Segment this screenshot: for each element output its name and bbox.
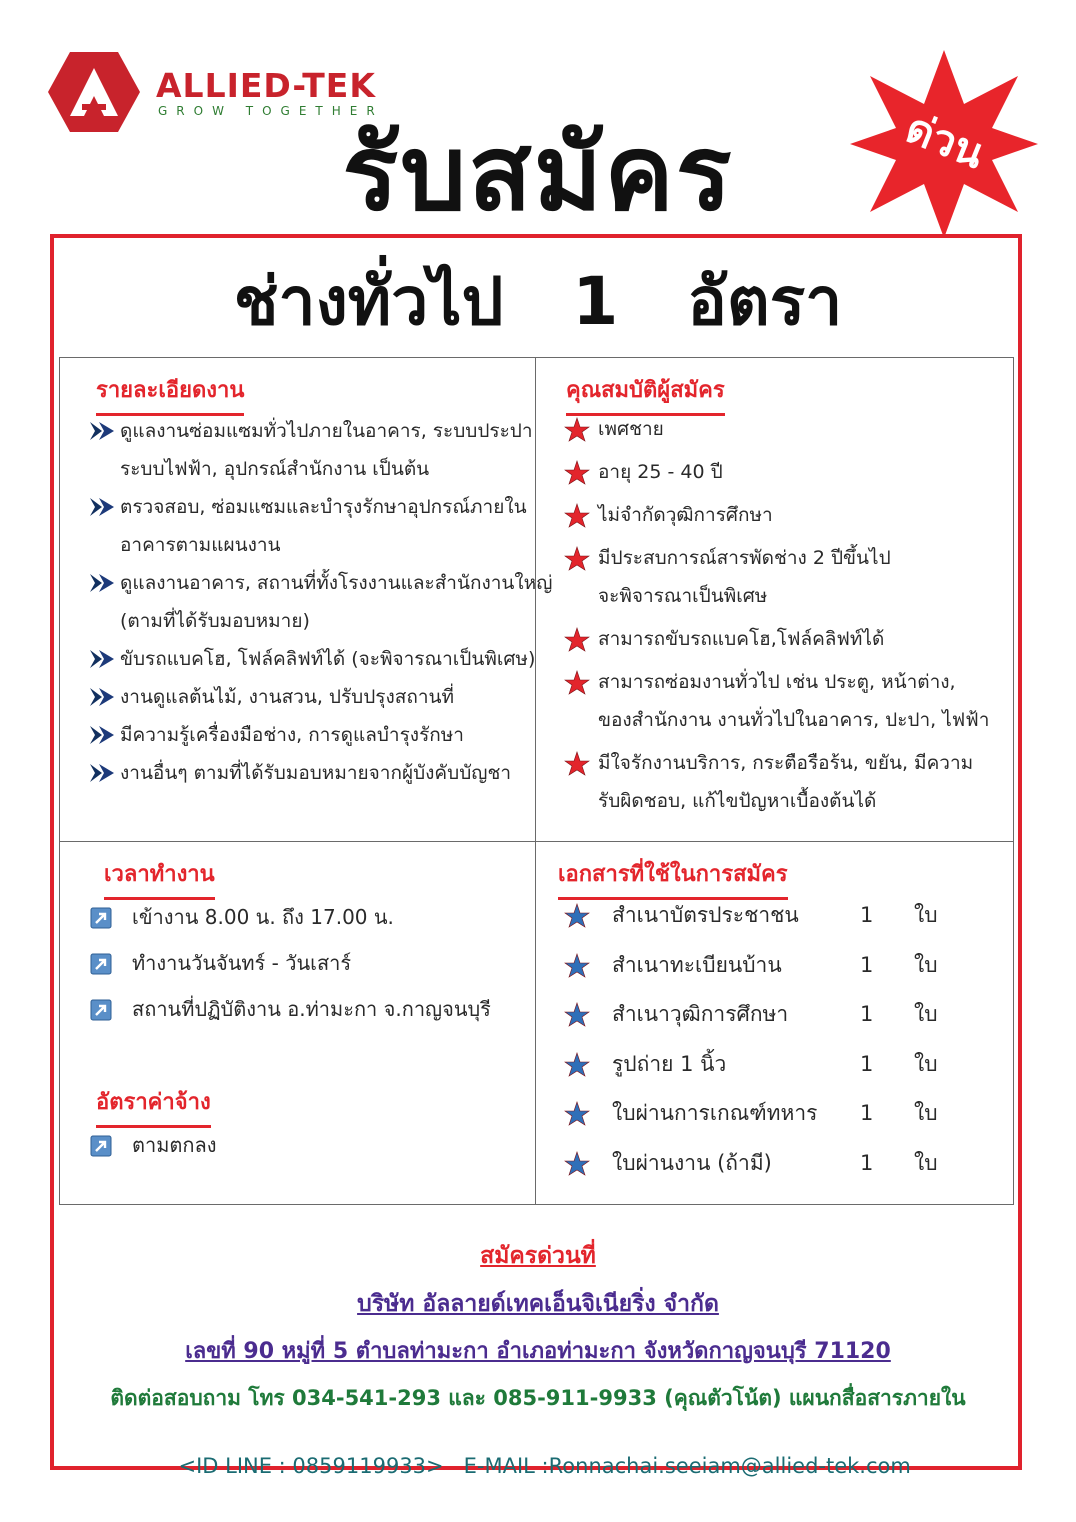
job-details-section xyxy=(96,372,244,416)
list-item-text: อายุ 25 - 40 ปี xyxy=(598,461,723,483)
red-star-icon xyxy=(564,460,590,486)
chevron-right-icon xyxy=(90,688,114,706)
list-item-text: ตามตกลง xyxy=(132,1133,217,1157)
document-name: รูปถ่าย 1 นิ้ว xyxy=(612,1051,727,1076)
urgent-badge-text: ด่วน xyxy=(899,102,992,179)
document-name: ใบผ่านงาน (ถ้ามี) xyxy=(612,1150,772,1175)
list-item-text-continued: รับผิดชอบ, แก้ไขปัญหาเบื้องต้นได้ xyxy=(598,790,877,812)
blue-star-icon xyxy=(564,1002,590,1028)
apply-at-label: สมัครด่วนที่ xyxy=(480,1243,596,1269)
list-item-text-continued: ระบบไฟฟ้า, อุปกรณ์สำนักงาน เป็นต้น xyxy=(120,458,430,480)
documents-title: เอกสารที่ใช้ในการสมัคร xyxy=(558,856,788,900)
document-name: สำเนาวุฒิการศึกษา xyxy=(612,1002,789,1026)
document-quantity: 1 xyxy=(860,903,874,927)
document-row xyxy=(564,1142,984,1186)
document-unit: ใบ xyxy=(914,952,938,977)
arrow-box-icon xyxy=(90,907,112,929)
job-details-title: รายละเอียดงาน xyxy=(96,372,244,416)
list-item-text: สามารถขับรถแบคโฮ,โฟล์คลิฟท์ได้ xyxy=(598,628,885,650)
document-name: ใบผ่านการเกณฑ์ทหาร xyxy=(612,1101,818,1125)
list-item-text: ดูแลงานอาคาร, สถานที่ทั้งโรงงานและสำนักงานใหญ่ xyxy=(120,572,553,594)
grid-divider-horizontal xyxy=(59,841,1014,842)
working-hours-title: เวลาทำงาน xyxy=(104,856,215,900)
chevron-right-icon xyxy=(90,574,114,592)
list-item-text: สามารถซ่อมงานทั่วไป เช่น ประตู, หน้าต่าง, xyxy=(598,671,956,693)
blue-star-icon xyxy=(564,1101,590,1127)
red-star-icon xyxy=(564,670,590,696)
qualifications-title: คุณสมบัติผู้สมัคร xyxy=(566,372,725,416)
red-star-icon xyxy=(564,751,590,777)
document-quantity: 1 xyxy=(860,1101,874,1125)
blue-star-icon xyxy=(564,1151,590,1177)
document-name: สำเนาบัตรประชาชน xyxy=(612,903,799,927)
list-item-text: ดูแลงานซ่อมแซมทั่วไปภายในอาคาร, ระบบประปา xyxy=(120,420,533,442)
brand-name: ALLIED-TEK xyxy=(156,66,376,105)
blue-star-icon xyxy=(564,903,590,929)
list-item-text: งานอื่นๆ ตามที่ได้รับมอบหมายจากผู้บังคับบัญชา xyxy=(120,762,512,784)
document-row xyxy=(564,944,984,988)
urgent-badge xyxy=(846,46,1042,242)
list-item-text: ไม่จำกัดวุฒิการศึกษา xyxy=(598,504,773,526)
arrow-box-icon xyxy=(90,953,112,975)
document-unit: ใบ xyxy=(914,1150,938,1175)
list-item-text: งานดูแลต้นไม้, งานสวน, ปรับปรุงสถานที่ xyxy=(120,686,455,708)
list-item-text-continued: จะพิจารณาเป็นพิเศษ xyxy=(598,585,768,607)
document-quantity: 1 xyxy=(860,1150,874,1175)
blue-star-icon xyxy=(564,953,590,979)
list-item-text-continued: อาคารตามแผนงาน xyxy=(120,534,281,556)
list-item-text: มีใจรักงานบริการ, กระตือรือร้น, ขยัน, มีความ xyxy=(598,752,974,774)
list-item-text: มีความรู้เครื่องมือช่าง, การดูแลบำรุงรักษา xyxy=(120,724,464,746)
salary-title: อัตราค่าจ้าง xyxy=(96,1084,211,1128)
document-row xyxy=(564,1043,984,1087)
red-star-icon xyxy=(564,546,590,572)
brand-tagline: GROW TOGETHER xyxy=(158,104,384,118)
list-item-text: มีประสบการณ์สารพัดช่าง 2 ปีขึ้นไป xyxy=(598,547,891,569)
red-star-icon xyxy=(564,417,590,443)
blue-star-icon xyxy=(564,1052,590,1078)
working-hours-section xyxy=(104,856,215,900)
list-item-text: ขับรถแบคโฮ, โฟล์คลิฟท์ได้ (จะพิจารณาเป็นพิเศษ) xyxy=(120,648,536,670)
contact-phone: ติดต่อสอบถาม โทร 034-541-293 และ 085-911-9933 (คุณตัวโน้ต) แผนกสื่อสารภายใน xyxy=(110,1386,966,1410)
list-item-text: สถานที่ปฏิบัติงาน อ.ท่ามะกา จ.กาญจนบุรี xyxy=(132,997,491,1021)
arrow-box-icon xyxy=(90,999,112,1021)
list-item-text: เพศชาย xyxy=(598,418,664,440)
grid-divider-vertical xyxy=(535,357,536,1205)
headline: รับสมัคร xyxy=(342,112,734,234)
document-unit: ใบ xyxy=(914,1051,938,1076)
chevron-right-icon xyxy=(90,422,114,440)
list-item-text-continued: ของสำนักงาน งานทั่วไปในอาคาร, ปะปา, ไฟฟ้า xyxy=(598,709,990,731)
position-title: ช่างทั่วไป 1 อัตรา xyxy=(233,263,843,340)
list-item-text: ทำงานวันจันทร์ - วันเสาร์ xyxy=(132,951,352,975)
red-star-icon xyxy=(564,627,590,653)
document-quantity: 1 xyxy=(860,952,874,977)
document-unit: ใบ xyxy=(914,903,938,927)
list-item-text-continued: (ตามที่ได้รับมอบหมาย) xyxy=(120,610,310,632)
contact-line-email[interactable]: <ID LINE : 0859119933> E-MAIL :Ronnachai.seeiam@allied-tek.com xyxy=(178,1454,911,1478)
document-unit: ใบ xyxy=(914,1002,938,1026)
list-item-text: เข้างาน 8.00 น. ถึง 17.00 น. xyxy=(132,905,394,929)
document-quantity: 1 xyxy=(860,1002,874,1026)
list-item-text: ตรวจสอบ, ซ่อมแซมและบำรุงรักษาอุปกรณ์ภายใน xyxy=(120,496,527,518)
chevron-right-icon xyxy=(90,726,114,744)
arrow-box-icon xyxy=(90,1135,112,1157)
company-name: บริษัท อัลลายด์เทคเอ็นจิเนียริ่ง จำกัด xyxy=(357,1291,719,1317)
chevron-right-icon xyxy=(90,498,114,516)
document-quantity: 1 xyxy=(860,1051,874,1076)
document-row xyxy=(564,894,984,938)
chevron-right-icon xyxy=(90,650,114,668)
company-address: เลขที่ 90 หมู่ที่ 5 ตำบลท่ามะกา อำเภอท่ามะกา จังหวัดกาญจนบุรี 71120 xyxy=(185,1339,891,1364)
salary-section xyxy=(96,1084,211,1128)
document-row xyxy=(564,993,984,1037)
document-row xyxy=(564,1092,984,1136)
red-star-icon xyxy=(564,503,590,529)
chevron-right-icon xyxy=(90,764,114,782)
document-unit: ใบ xyxy=(914,1101,938,1125)
document-name: สำเนาทะเบียนบ้าน xyxy=(612,952,782,977)
